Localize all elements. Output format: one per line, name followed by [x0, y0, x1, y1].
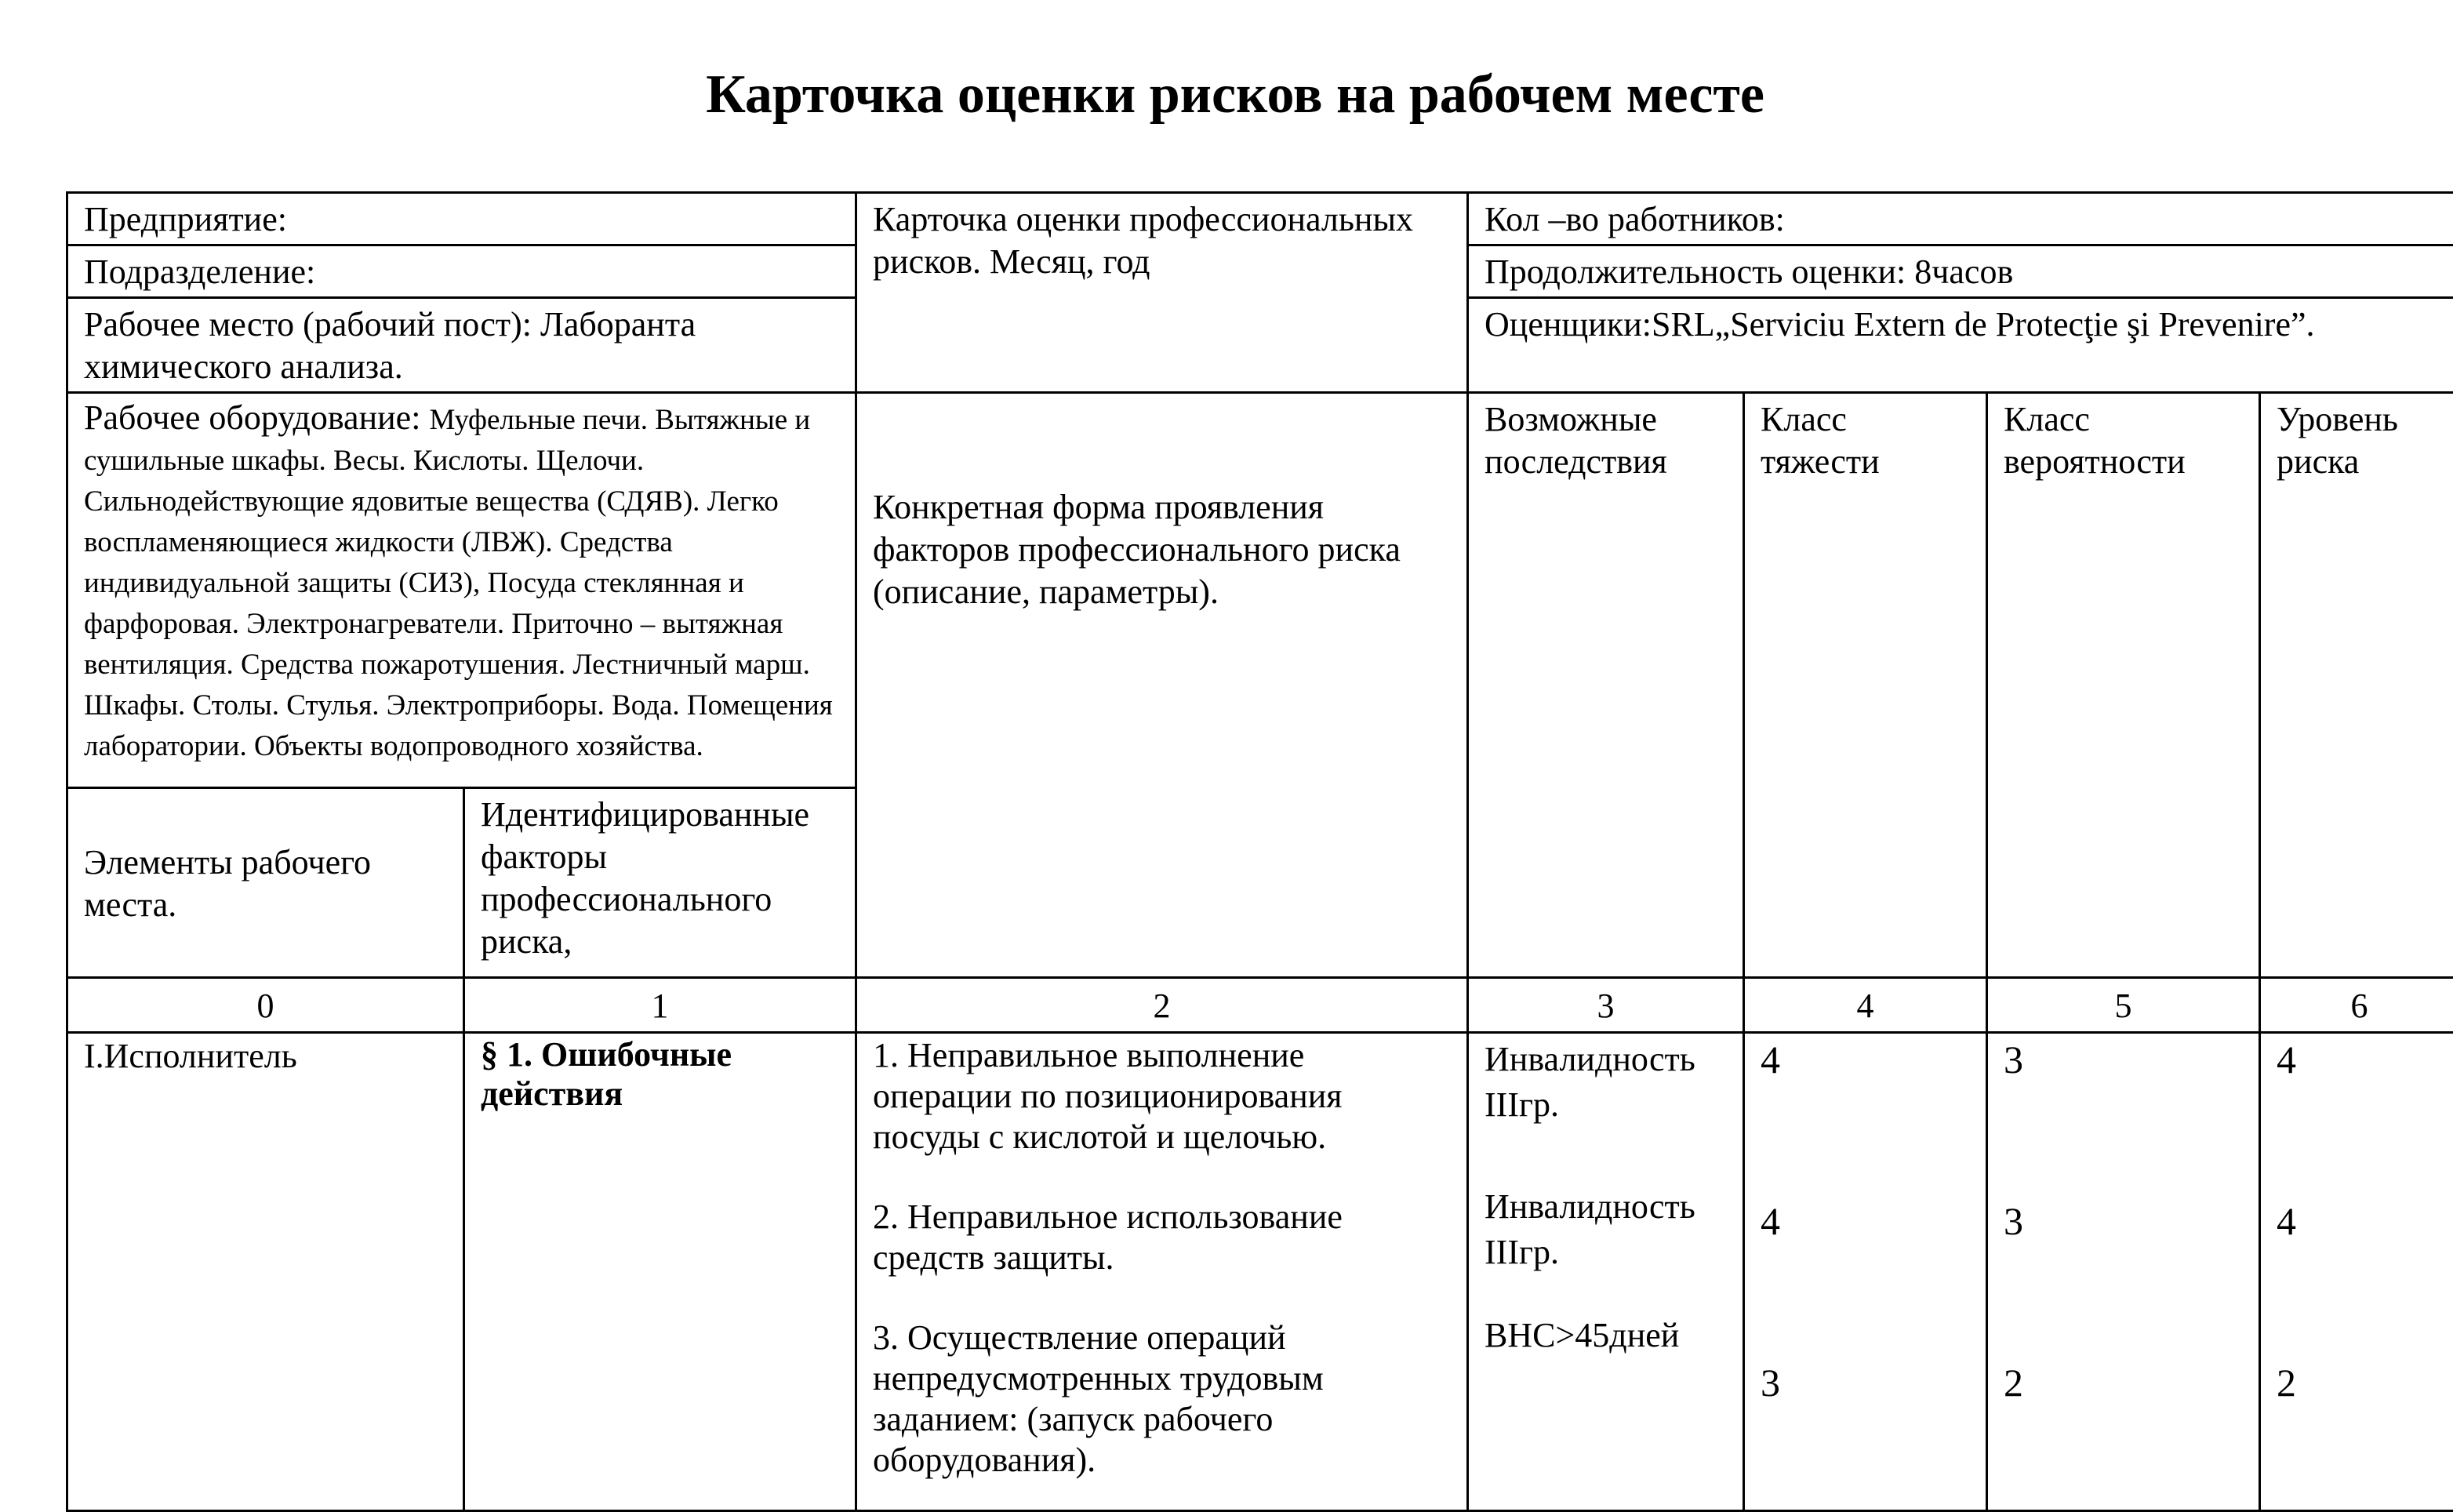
- severity-item-3: 3: [1761, 1361, 1781, 1405]
- column-header-severity: Класс тяжести: [1744, 393, 1987, 978]
- description-item-2: 2. Неправильное использование средств защиты.: [873, 1198, 1343, 1277]
- risk-level-item-1: 4: [2277, 1038, 2297, 1081]
- duration-cell: Продолжительность оценки: 8часов: [1468, 245, 2453, 298]
- severity-item-2: 4: [1761, 1199, 1781, 1243]
- assessors-cell: Оценщики:SRL„Serviciu Extern de Protecţie şi Prevenire”.: [1468, 298, 2453, 393]
- workers-count-cell: Кол –во работников:: [1468, 193, 2453, 245]
- risk-level-item-3: 2: [2277, 1361, 2297, 1405]
- consequence-item-3: ВНС>45дней: [1485, 1316, 1680, 1354]
- column-header-probability: Класс вероятности: [1987, 393, 2260, 978]
- description-header-text: Конкретная форма проявления факторов профессионального риска (описание, параметры).: [873, 488, 1401, 611]
- factor-cell: § 1. Ошибочные действия: [464, 1033, 856, 1511]
- consequence-item-1: Инвалидность IIIгр.: [1485, 1040, 1695, 1124]
- consequence-cell: [1468, 1033, 1744, 1511]
- probability-item-3: 2: [2004, 1361, 2024, 1405]
- equipment-cell: [67, 393, 856, 788]
- column-number-0: 0: [67, 978, 464, 1033]
- column-header-elements: Элементы рабочего места.: [67, 788, 464, 978]
- column-number-6: 6: [2260, 978, 2453, 1033]
- card-info-cell: Карточка оценки профессиональных рисков. Месяц, год: [856, 193, 1468, 393]
- page-title: Карточка оценки рисков на рабочем месте: [706, 64, 1764, 125]
- column-number-5: 5: [1987, 978, 2260, 1033]
- subdivision-cell: Подразделение:: [67, 245, 856, 298]
- column-number-4: 4: [1744, 978, 1987, 1033]
- description-cell: [856, 1033, 1468, 1511]
- description-item-1: 1. Неправильное выполнение операции по позиционирования посуды с кислотой и щелочью.: [873, 1036, 1343, 1156]
- column-number-3: 3: [1468, 978, 1744, 1033]
- risk-card-table: [66, 191, 2453, 1512]
- element-cell: I.Исполнитель: [67, 1033, 464, 1511]
- column-header-factors: Идентифицированные факторы профессионального риска,: [464, 788, 856, 978]
- column-number-2: 2: [856, 978, 1468, 1033]
- risk-level-cell: [2260, 1033, 2453, 1511]
- enterprise-cell: Предприятие:: [67, 193, 856, 245]
- probability-cell: [1987, 1033, 2260, 1511]
- severity-cell: [1744, 1033, 1987, 1511]
- probability-item-2: 3: [2004, 1199, 2024, 1243]
- probability-item-1: 3: [2004, 1038, 2024, 1081]
- consequence-item-2: Инвалидность IIIгр.: [1485, 1187, 1695, 1271]
- description-item-3: 3. Осуществление операций непредусмотренных трудовым заданием: (запуск рабочего оборудования).: [873, 1318, 1324, 1479]
- column-number-1: 1: [464, 978, 856, 1033]
- workplace-cell: Рабочее место (рабочий пост): Лаборанта химического анализа.: [67, 298, 856, 393]
- column-header-risk-level: Уровень риска: [2260, 393, 2453, 978]
- equipment-text: Муфельные печи. Вытяжные и сушильные шкафы. Весы. Кислоты. Щелочи. Сильнодействующие ядовитые вещества (СДЯВ). Легко воспламеняющиеся жидкости (ЛВЖ). Средства индивидуальной защиты (СИЗ), Посуда стеклянная и фарфоровая. Электронагреватели. Приточно – вытяжная вентиляция. Средства пожаротушения. Лестничный марш. Шкафы. Столы. Стулья. Электроприборы. Вода. Помещения лаборатории. Объекты водопроводного хозяйства.: [84, 404, 833, 762]
- column-header-consequences: Возможные последствия: [1468, 393, 1744, 978]
- equipment-label: Рабочее оборудование:: [84, 398, 421, 437]
- column-header-description: [856, 393, 1468, 978]
- severity-item-1: 4: [1761, 1038, 1781, 1081]
- risk-level-item-2: 4: [2277, 1199, 2297, 1243]
